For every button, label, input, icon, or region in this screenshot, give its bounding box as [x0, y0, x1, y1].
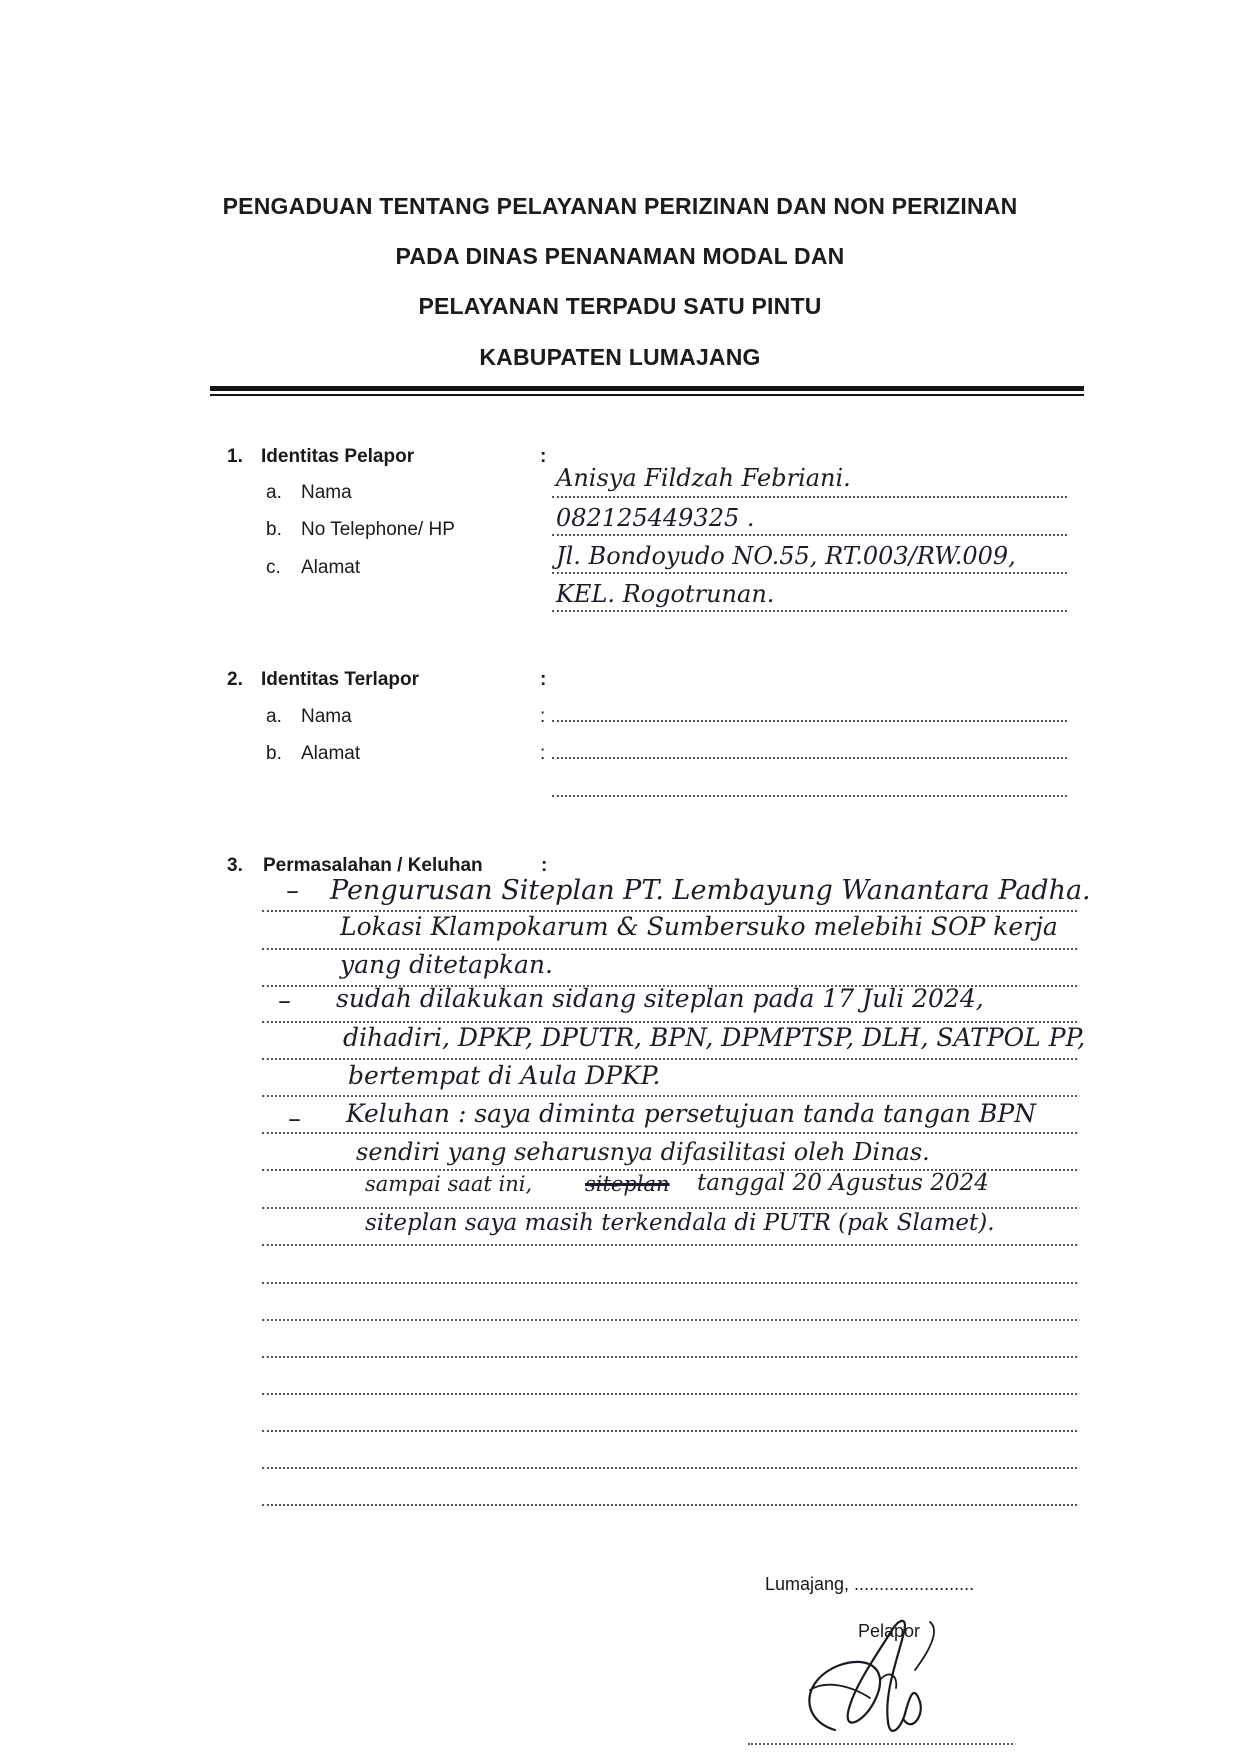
- complaint-empty-line: [262, 1282, 1077, 1284]
- header-line-4: KABUPATEN LUMAJANG: [479, 344, 761, 370]
- header-line-2: PADA DINAS PENANAMAN MODAL DAN: [395, 243, 845, 269]
- section-3-number: 3.: [227, 855, 243, 876]
- signature-dotted-line: [748, 1743, 1013, 1745]
- complaint-line: Keluhan : saya diminta persetujuan tanda tangan BPN: [346, 1099, 1037, 1128]
- complaint-empty-line: [262, 1467, 1077, 1469]
- header-rule-thick: [210, 386, 1084, 391]
- section-1-colon: :: [540, 446, 547, 467]
- reporter-address-label: Alamat: [301, 557, 361, 578]
- reported-name-dotted-line: [552, 720, 1067, 722]
- complaint-line: Lokasi Klampokarum & Sumbersuko melebihi SOP kerja: [340, 912, 1058, 941]
- reporter-address-dotted-line-2: [552, 610, 1067, 612]
- complaint-line: siteplan saya masih terkendala di PUTR (pak Slamet).: [365, 1210, 995, 1236]
- complaint-struck-word: siteplan: [585, 1172, 670, 1196]
- complaint-empty-line: [262, 1430, 1077, 1432]
- section-3-colon: :: [541, 855, 548, 876]
- reporter-phone-dotted-line: [552, 534, 1067, 536]
- section-2-colon: :: [540, 669, 547, 690]
- reported-address-colon: :: [540, 743, 546, 764]
- reported-address-dotted-line-2: [552, 795, 1067, 797]
- reported-name-colon: :: [540, 706, 546, 727]
- section-1-number: 1.: [227, 446, 243, 467]
- reporter-address-line-2: KEL. Rogotrunan.: [556, 580, 775, 608]
- complaint-dotted-line: [262, 1132, 1077, 1134]
- field-letter: a.: [266, 706, 282, 727]
- complaint-line: sendiri yang seharusnya difasilitasi oleh Dinas.: [356, 1138, 930, 1166]
- complaint-empty-line: [262, 1356, 1077, 1358]
- field-letter: b.: [266, 519, 282, 540]
- complaint-line: sampai saat ini,: [365, 1172, 533, 1196]
- field-letter: a.: [266, 482, 282, 503]
- field-letter: b.: [266, 743, 282, 764]
- complaint-line: Pengurusan Siteplan PT. Lembayung Wanantara Padha.: [330, 875, 1091, 906]
- reporter-name-dotted-line: [552, 496, 1067, 498]
- reporter-name-value: Anisya Fildzah Febriani.: [556, 464, 851, 492]
- reporter-phone-value: 082125449325 .: [556, 504, 755, 532]
- complaint-line: bertempat di Aula DPKP.: [348, 1061, 661, 1090]
- complaint-line: dihadiri, DPKP, DPUTR, BPN, DPMPTSP, DLH, SATPOL PP,: [343, 1023, 1086, 1052]
- reported-address-label: Alamat: [301, 743, 361, 764]
- reporter-address-value: Jl. Bondoyudo NO.55, RT.003/RW.009,: [556, 542, 1016, 570]
- reporter-address-dotted-line: [552, 572, 1067, 574]
- complaint-empty-line: [262, 1393, 1077, 1395]
- reported-name-label: Nama: [301, 706, 352, 727]
- section-3-title: Permasalahan / Keluhan: [263, 855, 483, 876]
- section-2-number: 2.: [227, 669, 243, 690]
- complaint-empty-line: [262, 1319, 1077, 1321]
- complaint-empty-line: [262, 1504, 1077, 1506]
- field-letter: c.: [266, 557, 281, 578]
- reported-address-dotted-line: [552, 757, 1067, 759]
- complaint-bullet: –: [278, 986, 291, 1016]
- reporter-name-label: Nama: [301, 482, 352, 503]
- complaint-line: tanggal 20 Agustus 2024: [697, 1170, 989, 1196]
- complaint-dotted-line: [262, 1207, 1077, 1209]
- complaint-line: sudah dilakukan sidang siteplan pada 17 Juli 2024,: [336, 984, 984, 1013]
- complaint-dotted-line: [262, 1095, 1077, 1097]
- header-line-1: PENGADUAN TENTANG PELAYANAN PERIZINAN DAN NON PERIZINAN: [222, 193, 1018, 219]
- signature-scribble: [780, 1610, 970, 1754]
- section-2-title: Identitas Terlapor: [261, 669, 420, 690]
- signature-place-date: Lumajang, ........................: [765, 1574, 975, 1594]
- complaint-line: yang ditetapkan.: [340, 950, 553, 979]
- complaint-bullet: –: [288, 1104, 301, 1134]
- header-rule-thin: [210, 394, 1084, 396]
- reporter-phone-label: No Telephone/ HP: [301, 519, 455, 540]
- complaint-dotted-line: [262, 1244, 1077, 1246]
- signature-role: Pelapor: [858, 1621, 921, 1641]
- complaint-bullet: –: [286, 876, 299, 906]
- complaint-dotted-line: [262, 1058, 1077, 1060]
- header-line-3: PELAYANAN TERPADU SATU PINTU: [418, 293, 822, 319]
- section-1-title: Identitas Pelapor: [261, 446, 415, 467]
